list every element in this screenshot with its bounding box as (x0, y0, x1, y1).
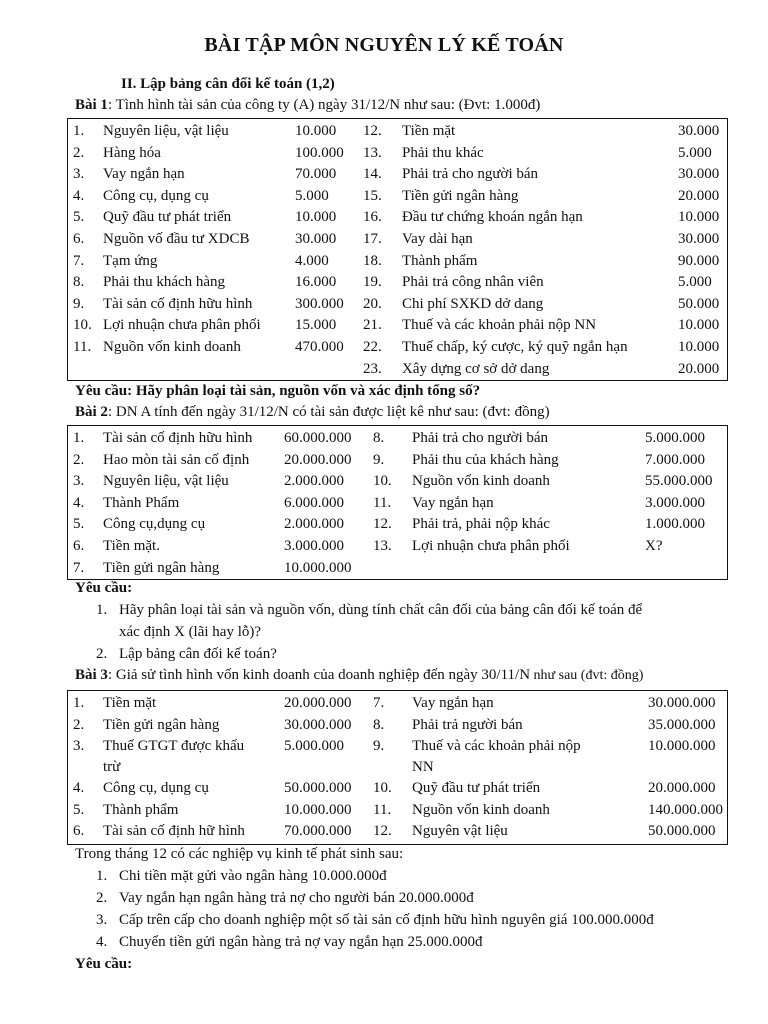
item-value: 1.000.000 (645, 516, 705, 533)
item-value: 90.000 (678, 252, 720, 269)
item-number: 2. (73, 716, 85, 733)
item-value: 30.000 (678, 123, 720, 139)
item-number: 10. (73, 317, 92, 334)
item-name: Phải thu khách hàng (103, 274, 226, 291)
item-value: 10.000 (295, 123, 337, 139)
item-value: X? (645, 538, 663, 554)
item-value: 5.000.000 (284, 738, 344, 755)
item-number: 4. (73, 780, 85, 797)
table-row (68, 359, 727, 381)
item-number: 20. (363, 295, 382, 312)
item-name: Hàng hóa (103, 144, 161, 161)
item-name: Công cụ, dụng cụ (103, 187, 209, 204)
item-name: Đầu tư chứng khoán ngắn hạn (402, 209, 583, 226)
item-name: Tài sản cố định hữu hình (103, 295, 253, 312)
item-name: Thuế và các khoản phải nộp (412, 738, 581, 755)
item-value: 30.000.000 (648, 695, 716, 711)
item-text: Lập bảng cân đối kế toán? (119, 646, 277, 662)
item-number: 8. (373, 430, 385, 446)
bai3-intro-unit: như sau (đvt: đồng) (530, 668, 644, 683)
item-name: Tiền mặt (402, 123, 456, 139)
item-value: 10.000.000 (284, 559, 352, 576)
table-row (68, 800, 727, 822)
table-row (68, 121, 727, 143)
item-value: 10.000 (678, 339, 720, 355)
item-number: 22. (363, 339, 382, 355)
table-row (68, 715, 727, 737)
item-name: Hao mòn tài sản cố định (103, 451, 250, 468)
table-row (68, 558, 727, 580)
item-number: 13. (363, 144, 382, 161)
table-row (68, 693, 727, 715)
item-name: Phải thu khác (402, 144, 484, 161)
table-row (68, 736, 727, 778)
item-value: 30.000 (295, 231, 337, 247)
item-text: Vay ngắn hạn ngân hàng trả nợ cho người bán 20.000.000đ (119, 890, 474, 906)
item-name: Phải trả công nhân viên (402, 274, 544, 291)
bai1-requirement: Yêu cầu: Hãy phân loại tài sản, nguồn vốn và xác định tổng số? (75, 383, 481, 399)
item-name: Phải thu của khách hàng (412, 451, 559, 468)
item-name: Tiền mặt. (103, 538, 160, 554)
item-value: 70.000 (295, 166, 337, 183)
table-row (68, 536, 727, 558)
table-row (68, 778, 727, 800)
item-number: 5. (73, 516, 85, 533)
item-value: 140.000.000 (648, 801, 723, 818)
bai2-label: Bài 2 (75, 404, 108, 420)
item-value: 10.000.000 (648, 738, 716, 755)
item-name: Tiền mặt (103, 695, 157, 711)
item-name: Nguyên vật liệu (412, 823, 508, 840)
item-name: Vay dài hạn (402, 231, 473, 247)
item-number: 3. (96, 912, 108, 928)
item-number: 17. (363, 231, 382, 247)
item-value: 7.000.000 (645, 451, 705, 468)
item-name: Nguyên liệu, vật liệu (103, 473, 229, 490)
item-name: Phải trả, phải nộp khác (412, 516, 550, 533)
item-number: 12. (363, 123, 382, 139)
item-name: Nguồn vốn kinh doanh (103, 339, 241, 355)
item-number: 2. (73, 144, 85, 161)
item-number: 18. (363, 252, 382, 269)
item-value: 10.000 (678, 317, 720, 334)
bai3-transactions-intro: Trong tháng 12 có các nghiệp vụ kinh tế phát sinh sau: (75, 846, 404, 862)
item-name: Tạm ứng (103, 252, 158, 269)
item-number: 6. (73, 823, 85, 840)
item-value: 35.000.000 (648, 716, 716, 733)
item-text: Chi tiền mặt gửi vào ngân hàng 10.000.000đ (119, 868, 387, 884)
item-value: 4.000 (295, 252, 329, 269)
bai2-requirement-label: Yêu cầu: (75, 580, 133, 596)
item-value: 470.000 (295, 339, 344, 355)
table-row (68, 471, 727, 493)
item-value: 30.000.000 (284, 716, 352, 733)
item-value: 2.000.000 (284, 516, 344, 533)
item-value: 15.000 (295, 317, 337, 334)
item-number: 5. (73, 209, 85, 226)
item-name: Tài sản cố định hữu hình (103, 430, 253, 446)
item-number: 9. (373, 451, 385, 468)
table-row (68, 272, 727, 294)
item-number: 2. (96, 646, 108, 662)
item-value: 2.000.000 (284, 473, 344, 490)
item-name: Phải trả cho người bán (412, 430, 549, 446)
item-name: Vay ngắn hạn (103, 166, 185, 183)
item-name: Xây dựng cơ sở dở dang (402, 360, 550, 377)
item-name: Thành phẩm (103, 801, 179, 818)
item-name: Thuế chấp, ký cược, ký quỹ ngắn hạn (402, 339, 628, 355)
item-number: 15. (363, 187, 382, 204)
item-number: 12. (373, 516, 392, 533)
item-name: Tiền gửi ngân hàng (103, 559, 220, 576)
table-row (68, 229, 727, 251)
item-number: 1. (96, 868, 108, 884)
item-name: Thành phẩm (402, 252, 478, 269)
item-number: 8. (373, 716, 385, 733)
item-value: 5.000 (295, 187, 329, 204)
table-row (68, 821, 727, 843)
item-value: 3.000.000 (284, 538, 344, 554)
item-value: 300.000 (295, 295, 344, 312)
item-number: 19. (363, 274, 382, 291)
item-number: 1. (96, 602, 108, 618)
table-row (68, 207, 727, 229)
item-value: 10.000.000 (284, 801, 352, 818)
table-row (68, 164, 727, 186)
item-value: 20.000.000 (284, 451, 352, 468)
item-name: Lợi nhuận chưa phân phối (412, 538, 570, 554)
item-value: 20.000 (678, 360, 720, 377)
item-number: 7. (373, 695, 385, 711)
item-name: Nguồn vố đầu tư XDCB (103, 231, 250, 247)
item-text: Chuyển tiền gửi ngân hàng trả nợ vay ngắn hạn 25.000.000đ (119, 934, 483, 950)
item-name: Tiền gửi ngân hàng (402, 187, 519, 204)
table-row (68, 186, 727, 208)
page-title: BÀI TẬP MÔN NGUYÊN LÝ KẾ TOÁN (204, 34, 564, 56)
item-name: Nguồn vốn kinh doanh (412, 473, 550, 490)
item-value: 50.000 (678, 295, 720, 312)
item-name: Chi phí SXKD dở dang (402, 295, 544, 312)
item-value: 6.000.000 (284, 494, 344, 511)
bai3-table (67, 690, 728, 845)
item-number: 7. (73, 559, 85, 576)
item-text: Cấp trên cấp cho doanh nghiệp một số tài sản cố định hữu hình nguyên giá 100.000.000đ (119, 912, 654, 928)
item-value: 5.000.000 (645, 430, 705, 446)
item-value: 10.000 (295, 209, 337, 226)
item-name: Vay ngắn hạn (412, 494, 494, 511)
bai1-table (67, 118, 728, 381)
item-number: 12. (373, 823, 392, 840)
item-name-continued: NN (412, 759, 434, 776)
bai3-intro (75, 667, 643, 684)
item-number: 6. (73, 231, 85, 247)
item-text: Hãy phân loại tài sản và nguồn vốn, dùng tính chất cân đối của bảng cân đối kế toán để (119, 602, 643, 618)
item-value: 20.000.000 (648, 780, 716, 797)
table-row (68, 251, 727, 273)
item-name: Lợi nhuận chưa phân phối (103, 317, 261, 334)
bai3-intro-text: : Giả sử tình hình vốn kinh doanh của doanh nghiệp đến ngày 30/11/N (107, 667, 531, 683)
item-name: Quỹ đầu tư phát triển (412, 780, 541, 797)
table-row (68, 514, 727, 536)
item-name: Thành Phẩm (103, 494, 180, 511)
item-number: 1. (73, 430, 85, 446)
item-name: Thuế GTGT được khấu (103, 738, 245, 755)
item-name: Nguồn vốn kinh doanh (412, 801, 550, 818)
item-number: 9. (73, 295, 85, 312)
item-number: 4. (73, 187, 85, 204)
item-name: Phải trả cho người bán (402, 166, 539, 183)
table-row (68, 143, 727, 165)
bai3-requirement-label: Yêu cầu: (75, 956, 133, 972)
item-number: 2. (73, 451, 85, 468)
item-number: 11. (73, 339, 92, 355)
bai1-intro-text: : Tình hình tài sản của công ty (A) ngày 31/12/N như sau: (Đvt: 1.000đ) (107, 97, 541, 113)
table-row (68, 428, 727, 450)
item-name: Tiền gửi ngân hàng (103, 716, 220, 733)
item-value: 50.000.000 (284, 780, 352, 797)
item-number: 23. (363, 360, 382, 377)
item-value: 20.000 (678, 187, 720, 204)
item-name-continued: trừ (103, 759, 121, 776)
table-row (68, 315, 727, 337)
item-number: 2. (96, 890, 108, 906)
item-value: 16.000 (295, 274, 337, 291)
bai2-intro (75, 404, 550, 421)
item-name: Thuế và các khoản phải nộp NN (402, 317, 597, 334)
item-number: 11. (373, 801, 392, 818)
item-value: 5.000 (678, 144, 712, 161)
item-number: 21. (363, 317, 382, 334)
item-value: 5.000 (678, 274, 712, 291)
item-value: 10.000 (678, 209, 720, 226)
item-name: Công cụ,dụng cụ (103, 516, 206, 533)
item-number: 1. (73, 695, 85, 711)
item-name: Công cụ, dụng cụ (103, 780, 209, 797)
bai3-label: Bài 3 (75, 667, 108, 683)
item-number: 8. (73, 274, 85, 291)
item-number: 10. (373, 780, 392, 797)
item-number: 11. (373, 494, 392, 511)
item-value: 100.000 (295, 144, 344, 161)
item-number: 5. (73, 801, 85, 818)
item-name: Quỹ đầu tư phát triển (103, 209, 232, 226)
table-row (68, 493, 727, 515)
item-number: 1. (73, 123, 85, 139)
item-name: Vay ngắn hạn (412, 695, 494, 711)
item-number: 7. (73, 252, 85, 269)
section-heading: II. Lập bảng cân đối kế toán (1,2) (121, 76, 335, 92)
item-number: 9. (373, 738, 385, 755)
table-row (68, 450, 727, 472)
table-row (68, 294, 727, 316)
item-name: Nguyên liệu, vật liệu (103, 123, 229, 139)
item-number: 13. (373, 538, 392, 554)
item-number: 10. (373, 473, 392, 490)
item-number: 4. (73, 494, 85, 511)
item-number: 3. (73, 738, 85, 755)
table-row (68, 337, 727, 359)
item-text: xác định X (lãi hay lỗ)? (119, 624, 262, 640)
bai1-label: Bài 1 (75, 97, 108, 113)
bai2-table (67, 425, 728, 580)
item-name: Tài sản cố định hữ hình (103, 823, 245, 840)
item-number: 16. (363, 209, 382, 226)
item-value: 30.000 (678, 166, 720, 183)
item-value: 70.000.000 (284, 823, 352, 840)
item-value: 30.000 (678, 231, 720, 247)
item-number: 6. (73, 538, 85, 554)
item-value: 60.000.000 (284, 430, 352, 446)
item-value: 3.000.000 (645, 494, 705, 511)
item-number: 4. (96, 934, 108, 950)
item-number: 3. (73, 473, 85, 490)
item-number: 3. (73, 166, 85, 183)
item-value: 50.000.000 (648, 823, 716, 840)
item-number: 14. (363, 166, 382, 183)
item-value: 55.000.000 (645, 473, 713, 490)
bai2-intro-text: : DN A tính đến ngày 31/12/N có tài sản được liệt kê như sau: (đvt: đồng) (107, 404, 550, 420)
bai1-intro (75, 97, 540, 114)
item-value: 20.000.000 (284, 695, 352, 711)
item-name: Phải trả người bán (412, 716, 523, 733)
